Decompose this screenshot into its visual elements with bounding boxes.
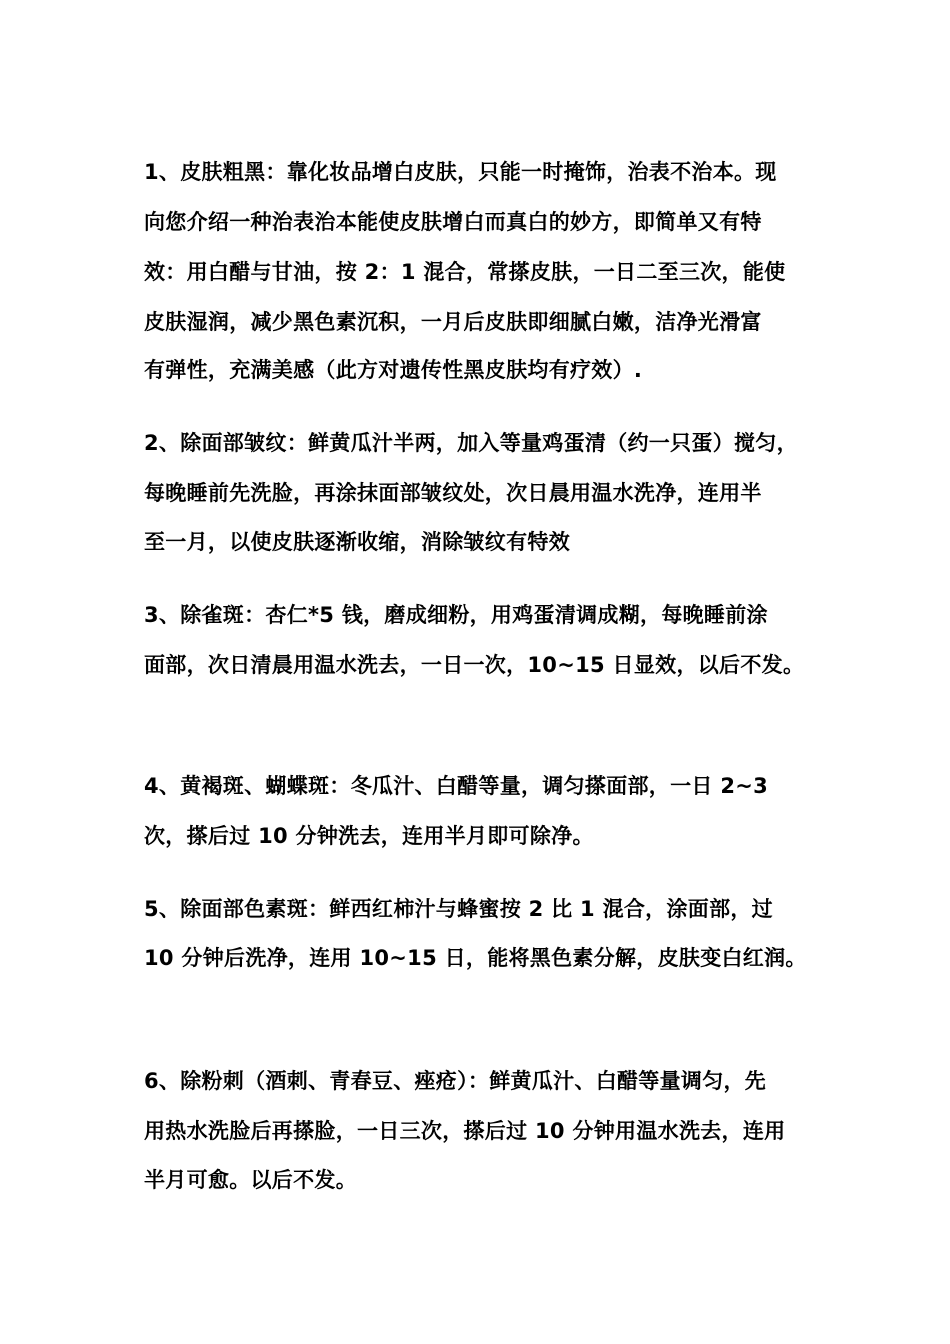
text-line: 次，搽后过 10 分钟洗去，连用半月即可除净。 xyxy=(144,824,594,848)
text-line: 4、黄褐斑、蝴蝶斑：冬瓜汁、白醋等量，调匀搽面部，一日 2~3 xyxy=(144,774,769,798)
text-line: 每晚睡前先洗脸，再涂抹面部皱纹处，次日晨用温水洗净，连用半 xyxy=(144,481,762,505)
text-line: 至一月，以使皮肤逐渐收缩，消除皱纹有特效 xyxy=(144,530,570,554)
text-line: 面部，次日清晨用温水洗去，一日一次，10~15 日显效，以后不发。 xyxy=(144,653,805,677)
text-line: 5、除面部色素斑：鲜西红柿汁与蜂蜜按 2 比 1 混合，涂面部，过 xyxy=(144,897,773,921)
text-line: 半月可愈。以后不发。 xyxy=(144,1168,357,1192)
text-line: 向您介绍一种治表治本能使皮肤增白而真白的妙方，即简单又有特 xyxy=(144,210,762,234)
text-line: 6、除粉刺（酒刺、青春豆、痤疮）：鲜黄瓜汁、白醋等量调匀，先 xyxy=(144,1069,767,1093)
text-line: 1、皮肤粗黑：靠化妆品增白皮肤，只能一时掩饰，治表不治本。现 xyxy=(144,160,777,184)
text-line: 皮肤湿润，减少黑色素沉积，一月后皮肤即细腻白嫩，洁净光滑富 xyxy=(144,310,762,334)
text-line: 2、除面部皱纹：鲜黄瓜汁半两，加入等量鸡蛋清（约一只蛋）搅匀， xyxy=(144,431,798,455)
text-line: 用热水洗脸后再搽脸，一日三次，搽后过 10 分钟用温水洗去，连用 xyxy=(144,1119,786,1143)
text-line: 3、除雀斑：杏仁*5 钱，磨成细粉，用鸡蛋清调成糊，每晚睡前涂 xyxy=(144,603,768,627)
text-line: 效：用白醋与甘油，按 2：1 混合，常搽皮肤，一日二至三次，能使 xyxy=(144,260,786,284)
text-line: 有弹性，充满美感（此方对遗传性黑皮肤均有疗效）. xyxy=(144,358,643,382)
text-line: 10 分钟后洗净，连用 10~15 日，能将黑色素分解，皮肤变白红润。 xyxy=(144,946,807,970)
